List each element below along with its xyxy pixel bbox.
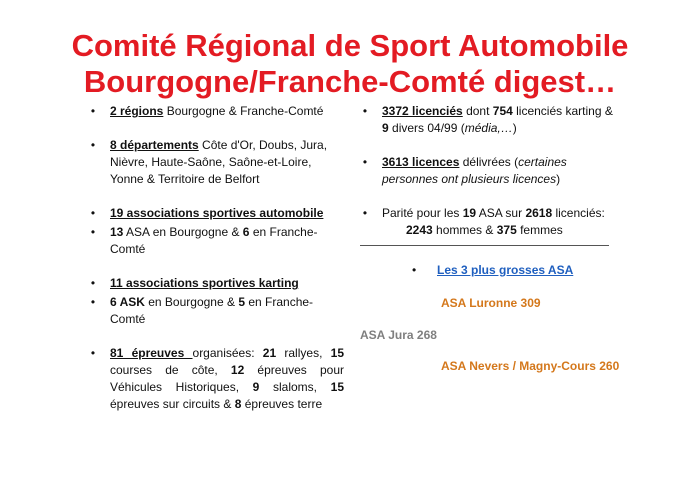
divider bbox=[360, 245, 609, 246]
bullet-icon: • bbox=[90, 276, 96, 290]
bullet-icon: • bbox=[90, 295, 96, 309]
title-line-2: Bourgogne/Franche-Comté digest… bbox=[83, 64, 617, 99]
bullet-icon: • bbox=[362, 206, 368, 220]
parite-detail: 2243 hommes & 375 femmes bbox=[406, 223, 563, 237]
bullet-icon: • bbox=[90, 346, 96, 360]
list-item-departements: • 8 départements Côte d'Or, Doubs, Jura, Nièvre, Haute-Saône, Saône-et-Loire, Yonne & Territoire de Belfort bbox=[88, 137, 344, 188]
list-item-parite: • Parité pour les 19 ASA sur 2618 licenciés: bbox=[360, 205, 615, 222]
top-asa-link[interactable]: Les 3 plus grosses ASA bbox=[437, 263, 574, 277]
bullet-icon: • bbox=[90, 104, 96, 118]
asa-jura: ASA Jura 268 bbox=[360, 328, 437, 342]
bullet-icon: • bbox=[90, 138, 96, 152]
list-item-licences: • 3613 licences délivrées (certaines personnes ont plusieurs licences) bbox=[360, 154, 615, 188]
asa-nevers: ASA Nevers / Magny-Cours 260 bbox=[441, 359, 620, 373]
right-column bbox=[360, 103, 615, 239]
list-item-ask-count: • 11 associations sportives karting bbox=[88, 275, 344, 292]
asa-luronne: ASA Luronne 309 bbox=[441, 296, 541, 310]
title-line-1: Comité Régional de Sport Automobile bbox=[71, 28, 629, 63]
list-item-ask-split: • 6 ASK en Bourgogne & 5 en Franche-Comté bbox=[88, 294, 344, 328]
bullet-icon: • bbox=[362, 155, 368, 169]
bullet-icon: • bbox=[90, 225, 96, 239]
bullet-icon: • bbox=[412, 263, 417, 277]
bullet-icon: • bbox=[90, 206, 96, 220]
bullet-icon: • bbox=[362, 104, 368, 118]
list-item-licencies: • 3372 licenciés dont 754 licenciés karting & 9 divers 04/99 (média,…) bbox=[360, 103, 615, 137]
left-column bbox=[88, 103, 344, 413]
list-item-asa-split: • 13 ASA en Bourgogne & 6 en Franche-Comté bbox=[88, 224, 344, 258]
list-item-regions: • 2 régions Bourgogne & Franche-Comté bbox=[88, 103, 344, 120]
list-item-asa-count: • 19 associations sportives automobile bbox=[88, 205, 344, 222]
list-item-epreuves: • 81 épreuves organisées: 21 rallyes, 15 courses de côte, 12 épreuves pour Véhicules Historiques, 9 slaloms, 15 épreuves sur circuits & 8 épreuves terre bbox=[88, 345, 344, 413]
